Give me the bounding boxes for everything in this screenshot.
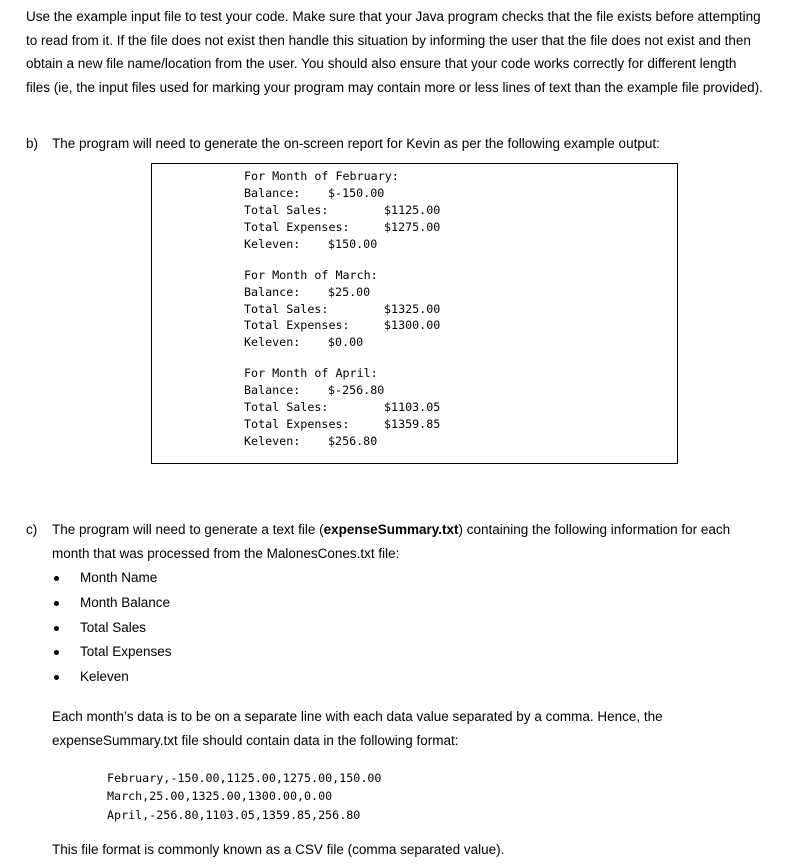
report-balance-label: Balance: xyxy=(244,186,301,200)
report-sales-value: $1103.05 xyxy=(384,400,441,414)
section-c-line: month that was processed from the MalonesCones.txt file: xyxy=(52,545,400,561)
report-balance-value: $-256.80 xyxy=(328,383,385,397)
report-balance-label: Balance: xyxy=(244,383,301,397)
csv-line: March,25.00,1325.00,1300.00,0.00 xyxy=(107,789,333,803)
report-keleven-value: $150.00 xyxy=(328,237,378,251)
report-expenses-label: Total Expenses: xyxy=(244,318,350,332)
section-c-line xyxy=(52,518,772,542)
report-balance-value: $25.00 xyxy=(328,285,371,299)
report-keleven-value: $0.00 xyxy=(328,335,364,349)
report-balance-value: $-150.00 xyxy=(328,186,385,200)
report-keleven-label: Keleven: xyxy=(244,434,301,448)
section-c-text-pre: The program will need to generate a text file ( xyxy=(52,522,324,537)
report-keleven-label: Keleven: xyxy=(244,237,301,251)
intro-line: Use the example input file to test your code. Make sure that your Java program checks that the file exists before attempting xyxy=(26,9,761,24)
csv-description-line: Each month’s data is to be on a separate line with each data value separated by a comma. Hence, the xyxy=(52,709,663,724)
bullet-icon xyxy=(54,576,59,581)
csv-line: February,-150.00,1125.00,1275.00,150.00 xyxy=(107,771,382,785)
report-sales-label: Total Sales: xyxy=(244,302,329,316)
report-expenses-value: $1275.00 xyxy=(384,220,441,234)
section-c-label: c) xyxy=(26,522,38,537)
csv-description-line: expenseSummary.txt file should contain data in the following format: xyxy=(52,732,459,748)
section-c-text-post: ) containing the following information for each xyxy=(458,522,731,537)
intro-line: obtain a new file name/location from the user. You should also ensure that your code works correctly for different length xyxy=(26,56,737,71)
filename-bold: expenseSummary.txt xyxy=(323,522,459,537)
report-sales-label: Total Sales: xyxy=(244,203,329,217)
report-month-heading: For Month of April: xyxy=(244,366,378,380)
section-b-label: b) xyxy=(26,136,39,151)
intro-line: files (ie, the input files used for marking your program may contain more or less lines of text than the example file provided). xyxy=(26,79,763,95)
csv-line: April,-256.80,1103.05,1359.85,256.80 xyxy=(107,808,361,822)
section-c-text xyxy=(52,518,772,565)
report-month-heading: For Month of February: xyxy=(244,169,399,183)
bullet-text: Keleven xyxy=(80,669,129,684)
report-output-box xyxy=(151,163,678,464)
intro-line: to read from it. If the file does not exist then handle this situation by informing the user that the file does not exist and then xyxy=(26,32,751,48)
section-b-text: The program will need to generate the on-screen report for Kevin as per the following example output: xyxy=(52,136,660,151)
bullet-icon xyxy=(54,675,59,680)
csv-description xyxy=(52,705,772,752)
report-balance-label: Balance: xyxy=(244,285,301,299)
bullet-text: Month Balance xyxy=(80,595,171,610)
bullet-icon xyxy=(54,650,59,655)
report-sales-value: $1125.00 xyxy=(384,203,441,217)
report-month-heading: For Month of March: xyxy=(244,268,378,282)
bullet-text: Total Sales xyxy=(80,620,147,635)
report-sales-label: Total Sales: xyxy=(244,400,329,414)
bullet-text: Total Expenses xyxy=(80,644,172,659)
bullet-text: Month Name xyxy=(80,570,158,585)
closing-text: This file format is commonly known as a CSV file (comma separated value). xyxy=(52,842,505,857)
bullet-icon xyxy=(54,626,59,631)
intro-paragraph xyxy=(26,5,778,99)
report-expenses-value: $1300.00 xyxy=(384,318,441,332)
report-expenses-value: $1359.85 xyxy=(384,417,441,431)
report-keleven-value: $256.80 xyxy=(328,434,378,448)
report-sales-value: $1325.00 xyxy=(384,302,441,316)
report-keleven-label: Keleven: xyxy=(244,335,301,349)
report-expenses-label: Total Expenses: xyxy=(244,220,350,234)
bullet-icon xyxy=(54,601,59,606)
report-expenses-label: Total Expenses: xyxy=(244,417,350,431)
